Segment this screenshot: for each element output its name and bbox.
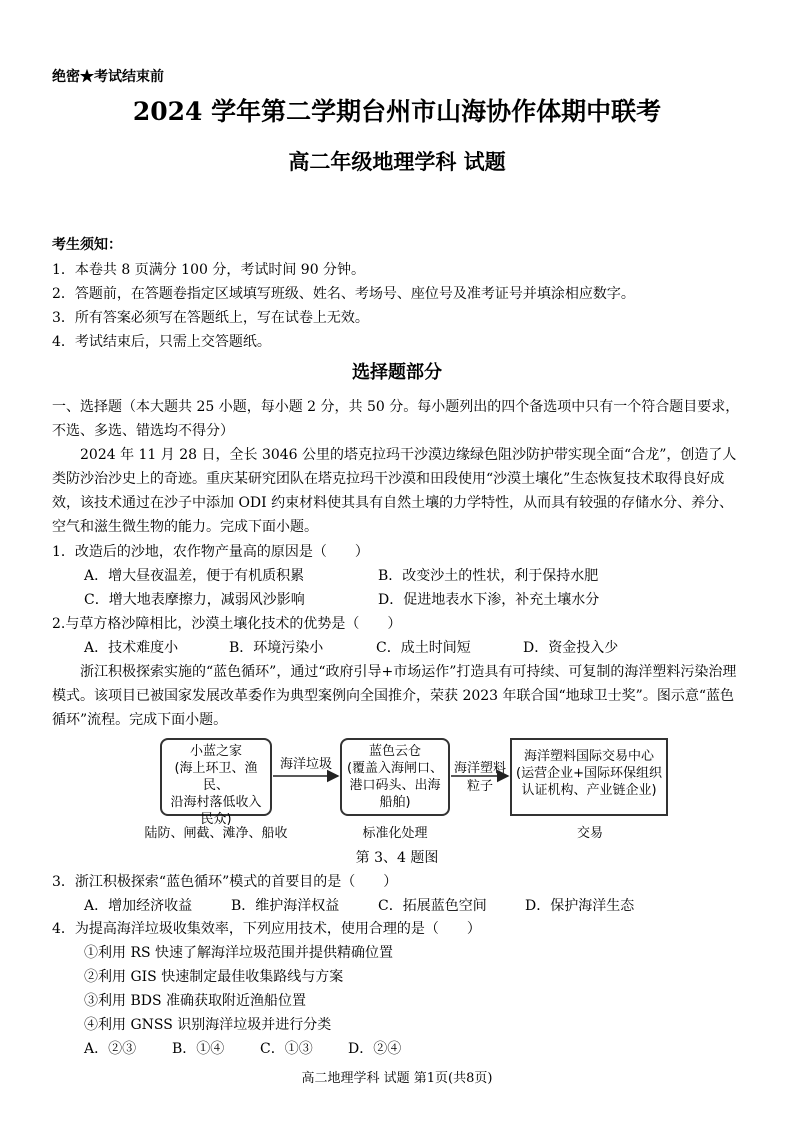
box1-line: 沿海村落低收入 (170, 795, 262, 810)
q3-option-c: C．拓展蓝色空间 (378, 898, 487, 914)
passage-1: 2024 年 11 月 28 日，全长 3046 公里的塔克拉玛干沙漠边缘绿色阻沙防护带实现全面“合龙”，创造了人类防沙治沙史上的奇迹。重庆某研究团队在塔克拉玛干沙漠和田段使用“沙漠土壤化”生态恢复技术取得良好成效，该技术通过在沙子中添加 ODI 约束材料使其具有自然土壤的力学特性，从而具有较强的存储水分、养分、空气和滋生微生物的能力。完成下面小题。 (52, 447, 737, 535)
q2-stem: 2.与草方格沙障相比，沙漠土壤化技术的优势是（ ） (52, 616, 402, 632)
passage-2: 浙江积极探索实施的“蓝色循环”，通过“政府引导+市场运作”打造具有可持续、可复制的海洋塑料污染治理模式。该项目已被国家发展改革委作为典型案例向全国推介，荣获 2023 年联合国“地球卫士奖”。图示意“蓝色循环”流程。完成下面小题。 (52, 664, 737, 728)
notice-heading: 考生须知： (52, 237, 122, 253)
arrow-2-label-line1: 海洋塑料 (453, 761, 506, 776)
q3-option-d: D．保护海洋生态 (525, 898, 635, 914)
q1-option-b: B．改变沙土的性状，利于保持水肥 (378, 568, 599, 584)
q2-option-a: A．技术难度小 (84, 640, 179, 656)
q4-option-a: A．②③ (84, 1041, 137, 1057)
figure-caption: 第 3、4 题图 (355, 850, 439, 866)
exam-title: 2024 学年第二学期台州市山海协作体期中联考 (132, 97, 662, 126)
q1-option-d: D．促进地表水下渗，补充土壤水分 (378, 592, 600, 608)
box2-line: (覆盖入海闸口、 (346, 761, 444, 776)
diagram-box-xiaolan (160, 738, 272, 827)
box1-line: (海上环卫、渔民、 (174, 761, 258, 793)
q2-option-b: B．环境污染小 (229, 640, 324, 656)
q1-option-a: A．增大昼夜温差，便于有机质积累 (84, 568, 305, 584)
q1-stem: 1．改造后的沙地，农作物产量高的原因是（ ） (52, 544, 369, 560)
diagram-box-trade-center (510, 738, 668, 816)
q4-statement-3: ③利用 BDS 准确获取附近渔船位置 (84, 993, 307, 1009)
caption-stage-1: 陆防、闸截、滩净、船收 (144, 826, 288, 841)
q1-option-c: C．增大地表摩擦力，减弱风沙影响 (84, 592, 305, 608)
q3-option-b: B．维护海洋权益 (231, 898, 340, 914)
arrow-2-label-line2: 粒子 (466, 779, 493, 794)
q4-option-c: C．①③ (260, 1041, 313, 1057)
confidential-mark: 绝密★考试结束前 (52, 69, 164, 85)
q2-option-c: C．成土时间短 (376, 640, 471, 656)
q4-option-d: D．②④ (348, 1041, 402, 1057)
notice-item: 2．答题前，在答题卷指定区域填写班级、姓名、考场号、座位号及准考证号并填涂相应数字。 (52, 286, 635, 302)
box1-line: 民众) (200, 812, 232, 827)
arrow-1-label: 海洋垃圾 (279, 757, 332, 772)
box1-line: 小蓝之家 (189, 744, 242, 759)
section-title: 选择题部分 (352, 362, 442, 383)
box2-line: 船舶) (379, 795, 411, 810)
caption-stage-2: 标准化处理 (362, 826, 428, 841)
q4-statement-1: ①利用 RS 快速了解海洋垃圾范围并提供精确位置 (84, 945, 394, 961)
notice-item: 1．本卷共 8 页满分 100 分，考试时间 90 分钟。 (52, 262, 366, 278)
exam-subtitle: 高二年级地理学科 试题 (288, 149, 506, 174)
q2-option-d: D．资金投入少 (523, 640, 619, 656)
q4-statement-2: ②利用 GIS 快速制定最佳收集路线与方案 (84, 969, 344, 985)
box2-line: 港口码头、出海 (349, 778, 441, 793)
caption-stage-3: 交易 (576, 826, 603, 841)
box3-line: 认证机构、产业链企业) (521, 783, 657, 798)
q3-option-a: A．增加经济收益 (84, 898, 193, 914)
notice-item: 3．所有答案必须写在答题纸上，写在试卷上无效。 (52, 310, 369, 326)
box3-line: 海洋塑料国际交易中心 (523, 749, 654, 764)
diagram-box-lanse-yuncang (340, 738, 450, 816)
q3-stem: 3．浙江积极探索“蓝色循环”模式的首要目的是（ ） (52, 874, 398, 890)
box2-line: 蓝色云仓 (368, 744, 421, 759)
notice-item: 4．考试结束后，只需上交答题纸。 (52, 334, 271, 350)
part-intro: 一、选择题（本大题共 25 小题，每小题 2 分，共 50 分。每小题列出的四个备选项中只有一个符合题目要求，不选、多选、错选均不得分） (52, 399, 740, 439)
box3-line: (运营企业+国际环保组织 (516, 766, 662, 781)
page-footer: 高二地理学科 试题 第1页(共8页) (301, 1071, 493, 1086)
q4-statement-4: ④利用 GNSS 识别海洋垃圾并进行分类 (84, 1017, 332, 1033)
q4-stem: 4．为提高海洋垃圾收集效率，下列应用技术，使用合理的是（ ） (52, 921, 481, 937)
q4-option-b: B．①④ (172, 1041, 225, 1057)
